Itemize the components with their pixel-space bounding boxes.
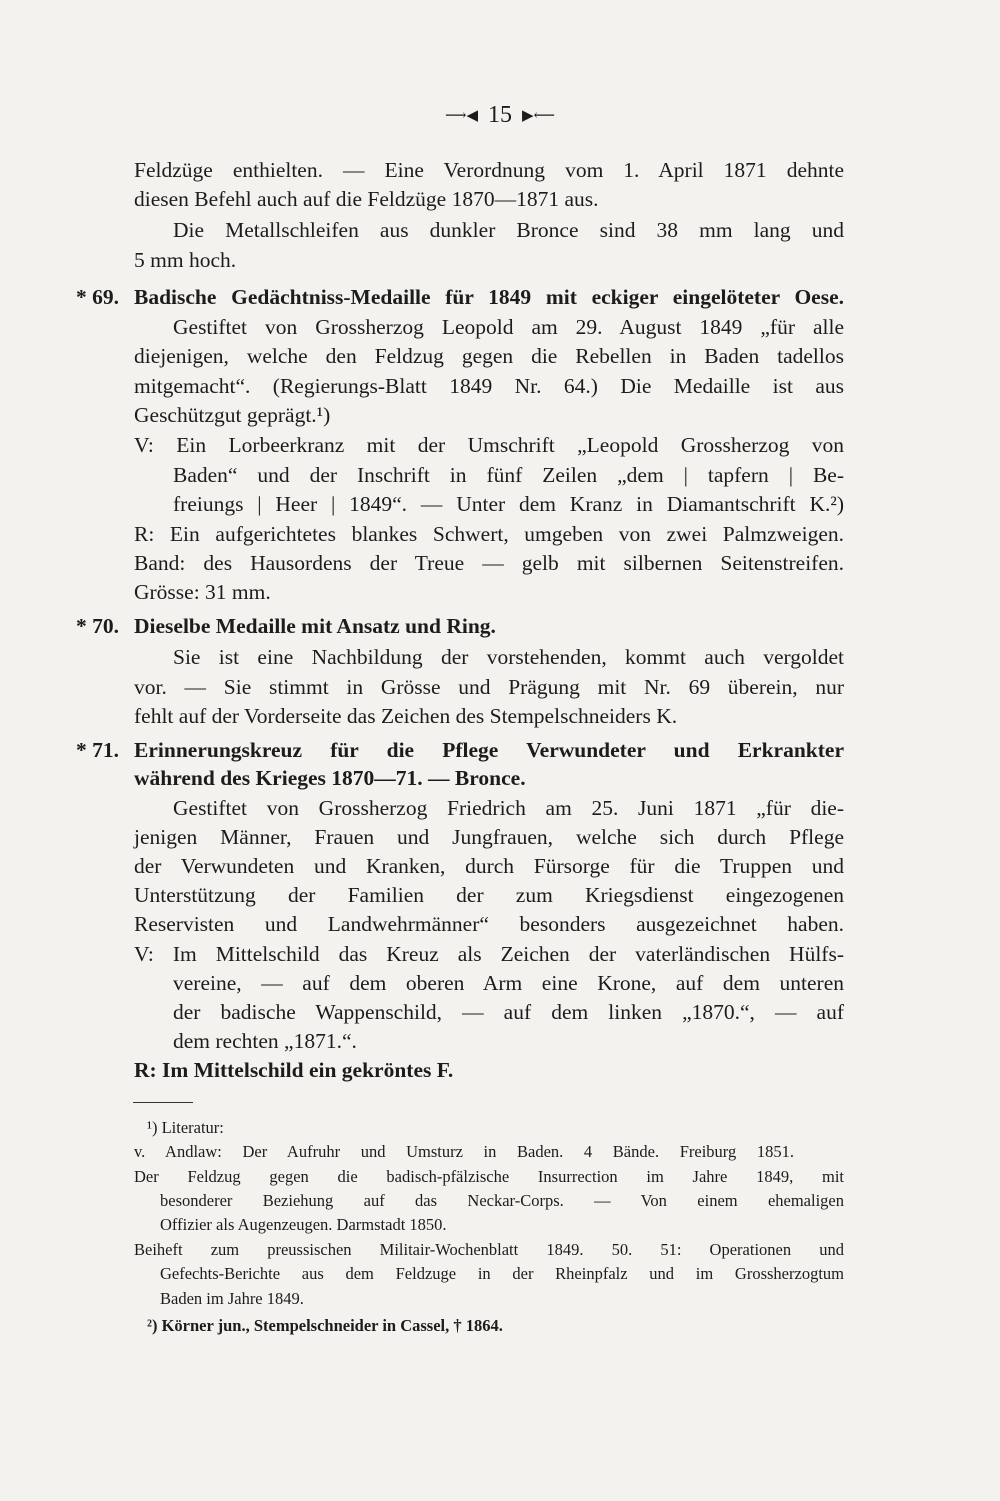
text-line: V: Im Mittelschild das Kreuz als Zeichen der vaterländischen Hülfs-: [134, 942, 844, 966]
text-line: Geschützgut geprägt.¹): [134, 403, 331, 427]
text-line: diesen Befehl auch auf die Feldzüge 1870—1871 aus.: [134, 187, 599, 211]
footnote-line: Offizier als Augenzeugen. Darmstadt 1850.: [160, 1215, 447, 1234]
entry-number-69: * 69.: [76, 285, 119, 309]
text-line: freiungs | Heer | 1849“. — Unter dem Kranz in Diamantschrift K.²): [173, 492, 844, 516]
text-line: Baden“ und der Inschrift in fünf Zeilen „dem | tapfern | Be-: [173, 463, 844, 487]
footnote-rule: [133, 1102, 193, 1103]
text-line: jenigen Männer, Frauen und Jungfrauen, welche sich durch Pflege: [134, 825, 844, 849]
text-line: mitgemacht“. (Regierungs-Blatt 1849 Nr. 64.) Die Medaille ist aus: [134, 374, 844, 398]
text-line: Band: des Hausordens der Treue — gelb mit silbernen Seitenstreifen.: [134, 551, 844, 575]
footnote-2: ²) Körner jun., Stempelschneider in Cassel, † 1864.: [147, 1316, 503, 1335]
text-line: V: Ein Lorbeerkranz mit der Umschrift „Leopold Grossherzog von: [134, 433, 844, 457]
ornament-right: ▶⟵: [522, 108, 556, 125]
text-line: diejenigen, welche den Feldzug gegen die Rebellen in Baden tadellos: [134, 344, 844, 368]
entry-title-69: Badische Gedächtniss-Medaille für 1849 mit eckiger eingelöteter Oese.: [134, 285, 844, 309]
text-line: vor. — Sie stimmt in Grösse und Prägung mit Nr. 69 überein, nur: [134, 675, 844, 699]
text-line: 5 mm hoch.: [134, 248, 237, 272]
text-line: Reservisten und Landwehrmänner“ besonders ausgezeichnet haben.: [134, 912, 844, 936]
entry-title-71-cont: während des Krieges 1870—71. — Bronce.: [134, 766, 526, 790]
text-line: R: Ein aufgerichtetes blankes Schwert, umgeben von zwei Palmzweigen.: [134, 522, 844, 546]
entry-number-70: * 70.: [76, 614, 119, 638]
text-line: Sie ist eine Nachbildung der vorstehenden, kommt auch vergoldet: [173, 645, 844, 669]
text-line: Unterstützung der Familien der zum Kriegsdienst eingezogenen: [134, 883, 844, 907]
text-line: Gestiftet von Grossherzog Friedrich am 25. Juni 1871 „für die-: [173, 796, 844, 820]
footnote-line: Baden im Jahre 1849.: [160, 1289, 304, 1308]
page-number: 15: [488, 102, 512, 128]
entry-title-71: Erinnerungskreuz für die Pflege Verwundeter und Erkrankter: [134, 738, 844, 762]
text-line: dem rechten „1871.“.: [173, 1029, 357, 1053]
text-line: vereine, — auf dem oberen Arm eine Krone, auf dem unteren: [173, 971, 844, 995]
text-line: R: Im Mittelschild ein gekröntes F.: [134, 1058, 454, 1082]
text-line: der badische Wappenschild, — auf dem linken „1870.“, — auf: [173, 1000, 844, 1024]
text-line: Gestiftet von Grossherzog Leopold am 29. August 1849 „für alle: [173, 315, 844, 339]
entry-title-70: Dieselbe Medaille mit Ansatz und Ring.: [134, 614, 496, 638]
text-line: fehlt auf der Vorderseite das Zeichen des Stempelschneiders K.: [134, 704, 678, 728]
footnote-line: v. Andlaw: Der Aufruhr und Umsturz in Baden. 4 Bände. Freiburg 1851.: [134, 1142, 794, 1161]
text-line: Grösse: 31 mm.: [134, 580, 271, 604]
footnote-line: Beiheft zum preussischen Militair-Wochenblatt 1849. 50. 51: Operationen und: [134, 1240, 844, 1259]
entry-number-71: * 71.: [76, 738, 119, 762]
footnote-line: besonderer Beziehung auf das Neckar-Corps. — Von einem ehemaligen: [160, 1191, 844, 1210]
footnote-1-marker: ¹) Literatur:: [147, 1118, 224, 1137]
footnote-line: Gefechts-Berichte aus dem Feldzuge in der Rheinpfalz und im Grossherzogtum: [160, 1264, 844, 1283]
page-header: [0, 100, 1000, 131]
text-line: Feldzüge enthielten. — Eine Verordnung vom 1. April 1871 dehnte: [134, 158, 844, 182]
ornament-left: ⟶◀: [444, 108, 478, 125]
footnote-line: Der Feldzug gegen die badisch-pfälzische Insurrection im Jahre 1849, mit: [134, 1167, 844, 1186]
text-line: Die Metallschleifen aus dunkler Bronce sind 38 mm lang und: [173, 218, 844, 242]
text-line: der Verwundeten und Kranken, durch Fürsorge für die Truppen und: [134, 854, 844, 878]
